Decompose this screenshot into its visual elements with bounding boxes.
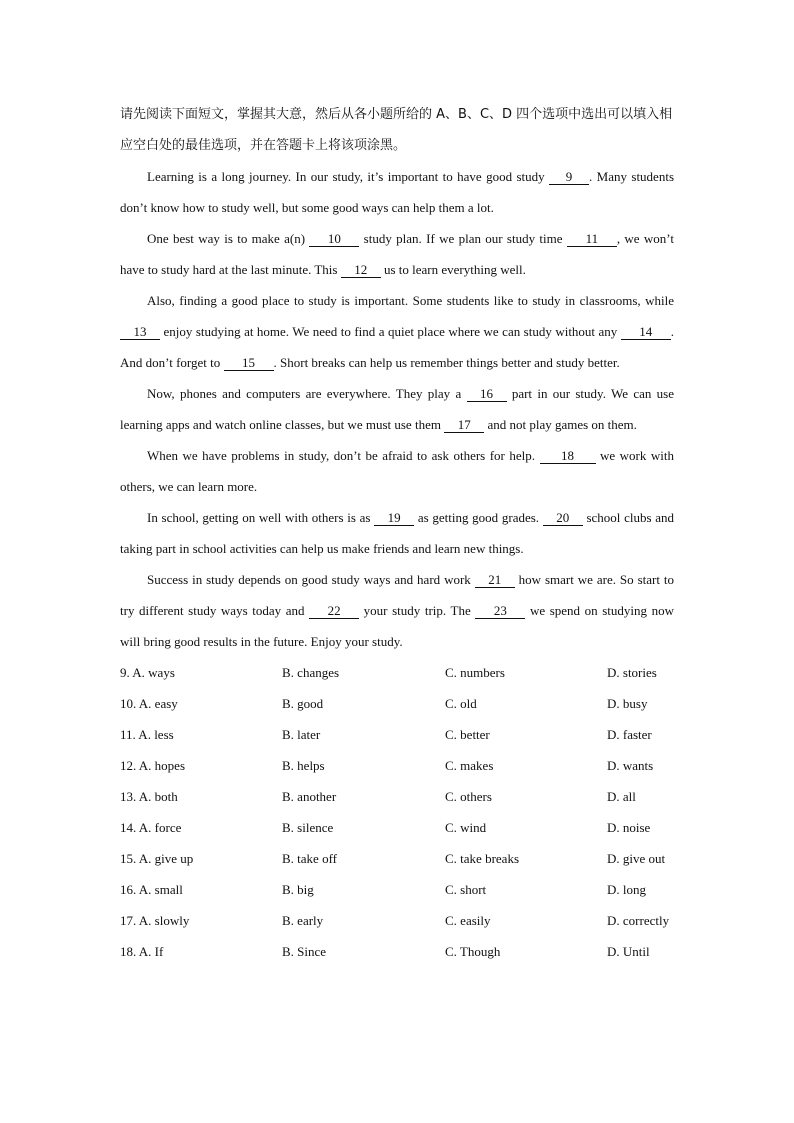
blank-22: 22 [309,603,359,619]
option-a: 12. A. hopes [120,757,185,773]
text: Success in study depends on good study ways and hard work [147,572,475,587]
content-area [120,99,674,967]
blank-20: 20 [543,510,583,526]
instructions: 请先阅读下面短文，掌握其大意，然后从各小题所给的 A、B、C、D 四个选项中选出可以填入相应空白处的最佳选项，并在答题卡上将该项涂黑。 [120,107,673,153]
text: how smart we are. So start to try different study ways today and [120,572,675,618]
text: . And don’t forget to [120,324,674,370]
text: part in our study. We can use learning apps and watch online classes, but we must use them [120,386,674,432]
text: and not play games on them. [484,417,637,432]
option-a: 13. A. both [120,788,178,804]
option-a: 14. A. force [120,819,182,835]
blank-9: 9 [549,169,589,185]
option-d: D. give out [607,850,666,866]
option-a: 15. A. give up [120,850,194,866]
options-list [120,657,674,967]
option-a: 18. A. If [120,943,164,959]
passage-paragraph-2 [120,223,674,285]
option-b: B. another [282,788,337,804]
option-row-11 [120,719,674,750]
text: Also, finding a good place to study is important. Some students like to study in classrooms, while [147,293,674,308]
text: us to learn everything well. [380,262,526,277]
blank-13: 13 [120,324,160,340]
passage-paragraph-3 [120,285,674,378]
option-a: 11. A. less [120,726,174,742]
option-b: B. Since [282,943,327,959]
text: When we have problems in study, don’t be afraid to ask others for help. [147,448,540,463]
option-d: D. Until [607,943,650,959]
option-c: C. take breaks [445,850,520,866]
option-a: 17. A. slowly [120,912,190,928]
option-d: D. correctly [607,912,670,928]
option-c: C. old [445,695,477,711]
text: we work with others, we can learn more. [120,448,674,494]
option-d: D. all [607,788,636,804]
blank-16: 16 [467,386,507,402]
option-row-14 [120,812,674,843]
option-c: C. short [445,881,487,897]
passage-paragraph-5 [120,440,674,502]
option-c: C. others [445,788,492,804]
option-c: C. Though [445,943,501,959]
option-b: B. changes [282,664,340,680]
option-row-10 [120,688,674,719]
option-b: B. helps [282,757,325,773]
option-row-18 [120,936,674,967]
option-c: C. better [445,726,490,742]
option-b: B. take off [282,850,337,866]
option-row-15 [120,843,674,874]
passage-paragraph-6 [120,502,674,564]
option-a: 9. A. ways [120,664,175,680]
option-c: C. wind [445,819,487,835]
option-d: D. noise [607,819,651,835]
text: your study trip. The [359,603,476,618]
blank-15: 15 [224,355,274,371]
blank-18: 18 [540,448,596,464]
text: . Many students don’t know how to study well, but some good ways can help them a lot. [120,169,674,215]
passage-paragraph-7 [120,564,674,657]
blank-19: 19 [374,510,414,526]
text: we spend on studying now will bring good results in the future. Enjoy your study. [120,603,674,649]
option-row-12 [120,750,674,781]
option-b: B. big [282,881,314,897]
blank-21: 21 [475,572,515,588]
text: school clubs and taking part in school activities can help us make friends and learn new things. [120,510,674,556]
option-row-13 [120,781,674,812]
blank-10: 10 [309,231,359,247]
passage-paragraph-1 [120,161,674,223]
text: as getting good grades. [414,510,543,525]
option-b: B. early [282,912,324,928]
option-c: C. makes [445,757,494,773]
option-d: D. stories [607,664,657,680]
option-d: D. faster [607,726,652,742]
option-d: D. wants [607,757,654,773]
passage-paragraph-4 [120,378,674,440]
text: . Short breaks can help us remember things better and study better. [273,355,620,370]
option-b: B. good [282,695,324,711]
option-b: B. later [282,726,321,742]
text: In school, getting on well with others is as [147,510,375,525]
text: Now, phones and computers are everywhere. They play a [147,386,467,401]
option-row-17 [120,905,674,936]
option-d: D. long [607,881,646,897]
text: study plan. If we plan our study time [359,231,567,246]
option-c: C. numbers [445,664,505,680]
text: enjoy studying at home. We need to find a quiet place where we can study without any [160,324,621,339]
blank-14: 14 [621,324,671,340]
option-d: D. busy [607,695,648,711]
blank-23: 23 [475,603,525,619]
text: , we won’t have to study hard at the last minute. This [120,231,674,277]
option-row-9 [120,657,674,688]
blank-17: 17 [444,417,484,433]
blank-12: 12 [341,262,381,278]
option-row-16 [120,874,674,905]
blank-11: 11 [567,231,617,247]
option-c: C. easily [445,912,491,928]
option-b: B. silence [282,819,334,835]
text: One best way is to make a(n) [147,231,310,246]
option-a: 16. A. small [120,881,183,897]
text: Learning is a long journey. In our study, it’s important to have good study [147,169,550,184]
option-a: 10. A. easy [120,695,178,711]
